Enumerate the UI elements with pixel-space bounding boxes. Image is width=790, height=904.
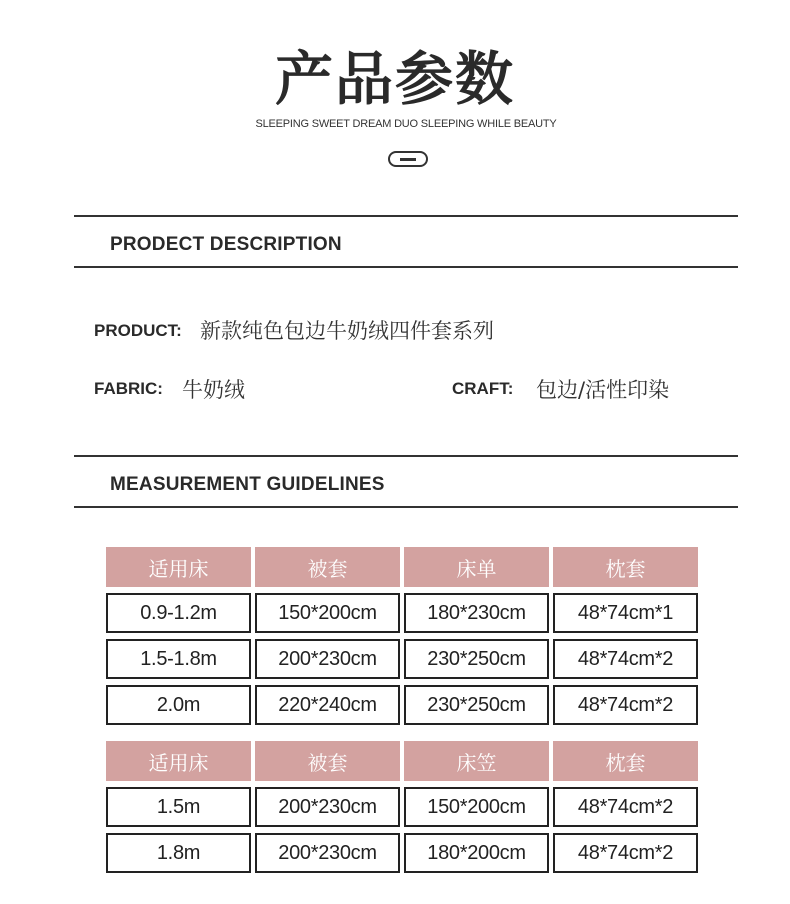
measurement-heading: MEASUREMENT GUIDELINES (110, 474, 385, 495)
header-cell: 床笠 (404, 741, 549, 781)
table-row (106, 787, 698, 827)
header-cell: 床单 (404, 547, 549, 587)
header-cell: 枕套 (553, 741, 698, 781)
table-cell: 48*74cm*2 (553, 685, 698, 725)
divider (74, 506, 738, 508)
divider (74, 266, 738, 268)
size-table-sheet (106, 547, 698, 731)
table-cell: 150*200cm (404, 787, 549, 827)
header-cell: 被套 (255, 547, 400, 587)
product-value: 新款纯色包边牛奶绒四件套系列 (200, 319, 494, 343)
table-cell: 220*240cm (255, 685, 400, 725)
table-cell: 48*74cm*2 (553, 639, 698, 679)
table-cell: 200*230cm (255, 833, 400, 873)
page-title: 产品参数 (274, 45, 515, 113)
description-heading: PRODECT DESCRIPTION (110, 234, 342, 255)
fabric-value: 牛奶绒 (182, 378, 245, 402)
table-row (106, 593, 698, 633)
table-cell: 150*200cm (255, 593, 400, 633)
table-row (106, 685, 698, 725)
craft-label: CRAFT: (452, 379, 514, 398)
divider (74, 455, 738, 457)
craft-value: 包边/活性印染 (536, 378, 670, 402)
table-cell: 1.5-1.8m (106, 639, 251, 679)
table-cell: 200*230cm (255, 639, 400, 679)
divider-top (74, 215, 738, 217)
page-subtitle: SLEEPING SWEET DREAM DUO SLEEPING WHILE BEAUTY (255, 118, 557, 130)
size-table-fitted (106, 741, 698, 879)
pill-dash (400, 158, 416, 161)
table-row (106, 639, 698, 679)
table-header-row (106, 741, 698, 781)
table-header-row (106, 547, 698, 587)
table-cell: 1.5m (106, 787, 251, 827)
table-cell: 1.8m (106, 833, 251, 873)
table-cell: 230*250cm (404, 639, 549, 679)
header-cell: 适用床 (106, 741, 251, 781)
table-cell: 48*74cm*2 (553, 787, 698, 827)
fabric-label: FABRIC: (94, 379, 163, 398)
table-cell: 180*230cm (404, 593, 549, 633)
table-cell: 180*200cm (404, 833, 549, 873)
table-cell: 48*74cm*2 (553, 833, 698, 873)
table-cell: 0.9-1.2m (106, 593, 251, 633)
header-cell: 适用床 (106, 547, 251, 587)
header-cell: 被套 (255, 741, 400, 781)
table-row (106, 833, 698, 873)
product-label: PRODUCT: (94, 321, 182, 340)
table-cell: 200*230cm (255, 787, 400, 827)
table-cell: 230*250cm (404, 685, 549, 725)
table-cell: 48*74cm*1 (553, 593, 698, 633)
header-cell: 枕套 (553, 547, 698, 587)
table-cell: 2.0m (106, 685, 251, 725)
